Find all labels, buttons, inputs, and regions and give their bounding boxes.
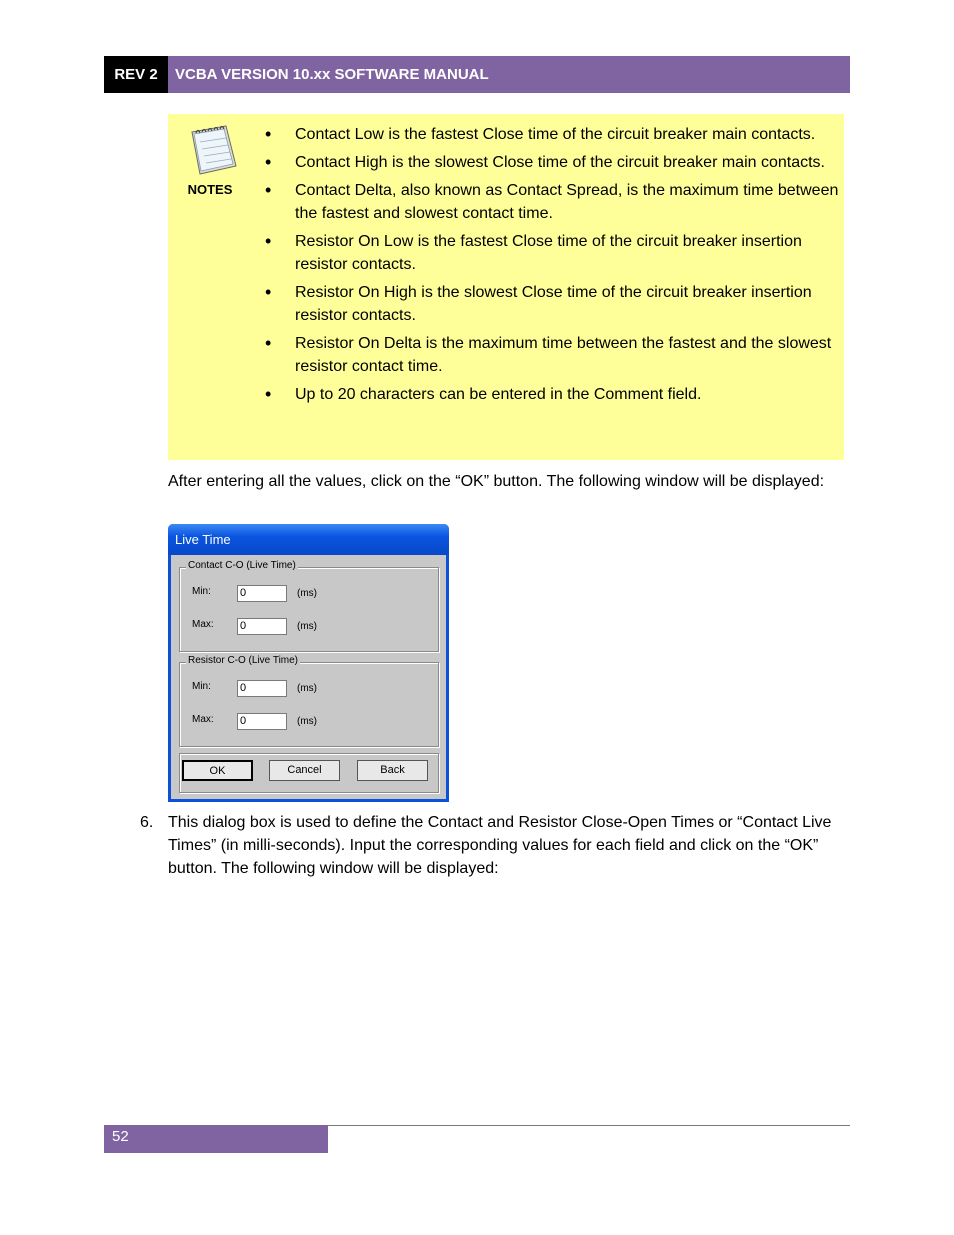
contact-max-unit: (ms) <box>297 621 317 632</box>
contact-min-label: Min: <box>192 586 211 597</box>
notes-item: • Up to 20 characters can be entered in the Comment field. <box>265 383 841 406</box>
step-6-paragraph: This dialog box is used to define the Contact and Resistor Close-Open Times or “Contact Live Times” (in milli-seconds). Input the corresponding values for each field and click on the “OK” button. The following window will be displayed: <box>168 814 832 877</box>
notes-box <box>168 114 844 460</box>
notes-item: • Resistor On High is the slowest Close time of the circuit breaker insertion resistor contacts. <box>265 281 841 327</box>
contact-group <box>179 560 439 652</box>
notes-list <box>265 123 841 411</box>
contact-max-label: Max: <box>192 619 214 630</box>
resistor-min-unit: (ms) <box>297 683 317 694</box>
page-number: 52 <box>104 1125 328 1153</box>
live-time-dialog <box>168 524 449 802</box>
resistor-min-input[interactable]: 0 <box>237 680 287 697</box>
contact-max-input[interactable]: 0 <box>237 618 287 635</box>
ok-button[interactable]: OK <box>182 760 253 781</box>
footer-rule <box>328 1125 850 1126</box>
dialog-title: Live Time <box>168 524 449 555</box>
contact-min-unit: (ms) <box>297 588 317 599</box>
header-title: VCBA VERSION 10.xx SOFTWARE MANUAL <box>168 56 850 93</box>
notepad-icon <box>186 122 240 176</box>
contact-group-legend: Contact C-O (Live Time) <box>188 560 296 571</box>
notes-label: NOTES <box>187 182 233 197</box>
contact-min-input[interactable]: 0 <box>237 585 287 602</box>
notes-item: • Resistor On Delta is the maximum time between the fastest and the slowest resistor contact time. <box>265 332 841 378</box>
resistor-group <box>179 655 439 747</box>
notes-item: • Contact Delta, also known as Contact Spread, is the maximum time between the fastest and slowest contact time. <box>265 179 841 225</box>
step-number: 6. <box>140 814 154 831</box>
header-rev: REV 2 <box>104 56 168 93</box>
resistor-max-label: Max: <box>192 714 214 725</box>
resistor-min-label: Min: <box>192 681 211 692</box>
notes-item: • Resistor On Low is the fastest Close time of the circuit breaker insertion resistor contacts. <box>265 230 841 276</box>
notes-item: • Contact High is the slowest Close time of the circuit breaker main contacts. <box>265 151 841 174</box>
back-button[interactable]: Back <box>357 760 428 781</box>
resistor-group-legend: Resistor C-O (Live Time) <box>188 655 299 666</box>
intro-paragraph: After entering all the values, click on the “OK” button. The following window will be displayed: <box>168 473 825 490</box>
resistor-max-unit: (ms) <box>297 716 317 727</box>
cancel-button[interactable]: Cancel <box>269 760 340 781</box>
notes-item: • Contact Low is the fastest Close time of the circuit breaker main contacts. <box>265 123 841 146</box>
button-row <box>179 753 439 793</box>
resistor-max-input[interactable]: 0 <box>237 713 287 730</box>
dialog-body <box>171 555 446 799</box>
